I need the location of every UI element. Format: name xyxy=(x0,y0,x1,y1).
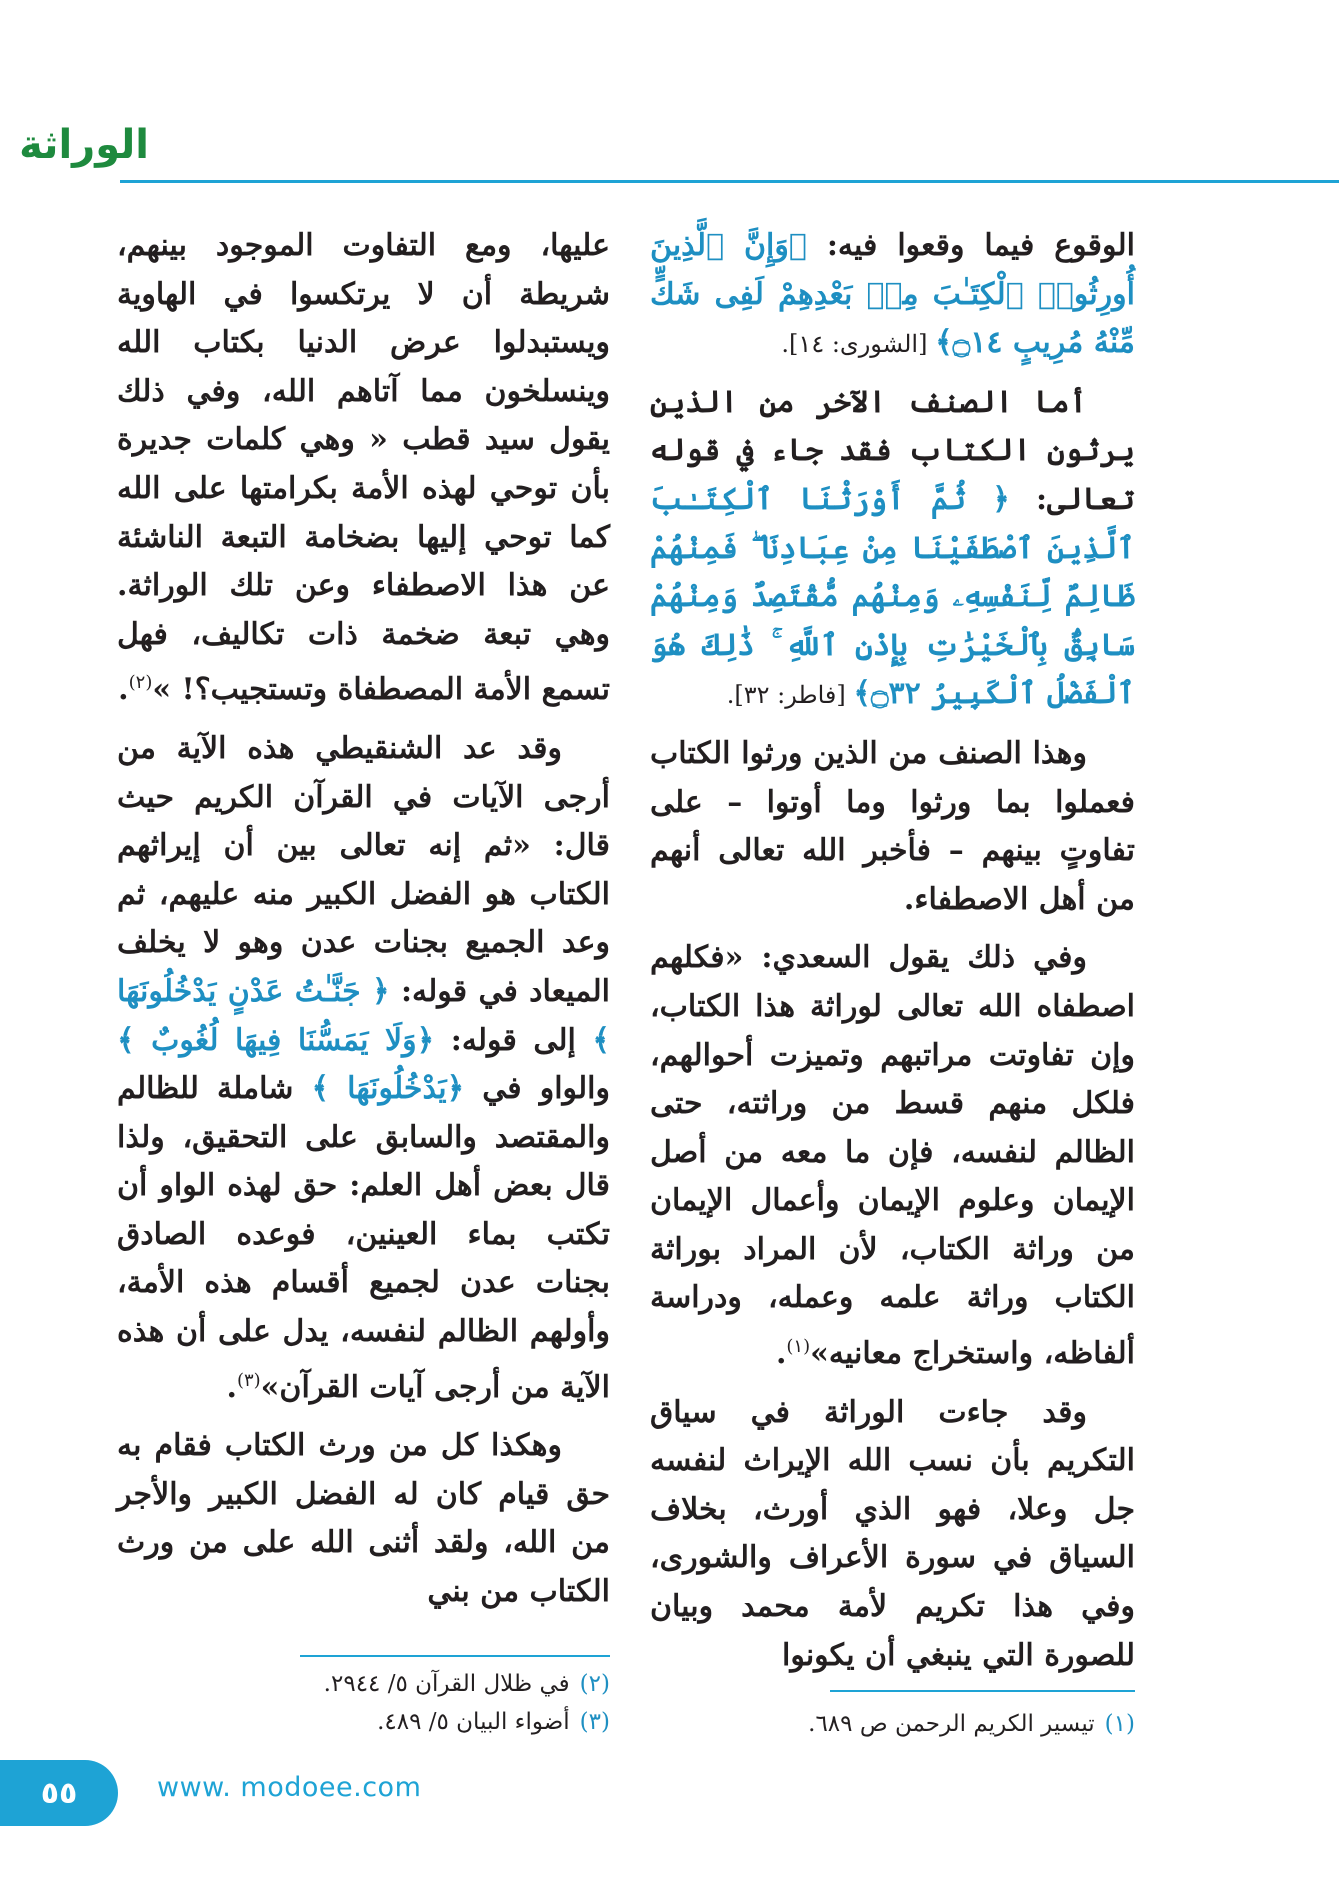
quran-verse: ﴿وَلَا يَمَسُّنَا فِيهَا لُغُوبٌ ﴾ xyxy=(117,1022,435,1058)
paragraph: وهذا الصنف من الذين ورثوا الكتاب فعملوا بما ورثوا وما أوتوا – على تفاوتٍ بينهم – فأخبر الله تعالى أنهم من أهل الاصطفاء. xyxy=(650,735,1135,917)
quran-verse: ﴿ جَنَّـٰتُ عَدْنٍ يَدْخُلُونَهَا ﴾ xyxy=(117,973,610,1058)
text-run: الوقوع فيما وقعوا فيه: xyxy=(806,228,1135,263)
text-run: شاملة للظالم والمقتصد والسابق على التحقيق، ولذا قال بعض أهل العلم: حق لهذه الواو أن تكتب بماء العينين، فوعده الصادق بجنات عدن لجميع أقسام هذه الأمة، وأولهم الظالم لنفسه، يدل على أن هذه الآية من أرجى آيات القرآن» xyxy=(117,1071,610,1405)
verse-reference: [فاطر: ٣٢]. xyxy=(726,681,854,710)
text-run: والواو في xyxy=(464,1071,610,1107)
text-run: وفي ذلك يقول السعدي: «فكلهم اصطفاه الله تعالى لوراثة هذا الكتاب، وإن تفاوتت مراتبهم وتميزت أحوالهم، فلكل منهم قسط من وراثته، حتى الظالم لنفسه، فإن ما معه من أصل الإيمان وعلوم الإيمان وأعمال الإيمان من وراثة الكتاب، لأن المراد بوراثة الكتاب وراثة علمه وعمله، ودراسة ألفاظه، واستخراج معانيه» xyxy=(650,940,1135,1372)
text-run: . xyxy=(118,672,129,708)
footnote-number: (١) xyxy=(1104,1711,1135,1737)
paragraph xyxy=(650,379,1135,720)
quran-verse: ﴿ ثُمَّ أَوْرَثْنَا ٱلْكِتَـٰبَ ٱلَّذِينَ ٱصْطَفَيْنَا مِنْ عِبَادِنَا ۖ فَمِنْهُمْ ظَالِمٌ لِّنَفْسِهِۦ وَمِنْهُم مُّقْتَصِدٌ وَمِنْهُمْ سَابِقٌۢ بِٱلْخَيْرَٰتِ بِإِذْنِ ٱللَّهِ ۚ ذَٰلِكَ هُوَ ٱلْفَضْلُ ٱلْكَبِيرُ ۝٣٢﴾ xyxy=(650,481,1135,712)
left-column xyxy=(117,222,610,1627)
paragraph xyxy=(650,222,1135,369)
page-number-badge xyxy=(0,1760,118,1826)
page-number: ٥٥ xyxy=(40,1775,78,1811)
paragraph xyxy=(650,934,1135,1378)
paragraph: وهكذا كل من ورث الكتاب فقام به حق قيام كان له الفضل الكبير والأجر من الله، ولقد أثنى الله على من ورث الكتاب من بني xyxy=(117,1428,610,1610)
header-rule xyxy=(120,180,1339,183)
footnote xyxy=(240,1665,610,1703)
text-run: . xyxy=(775,1336,787,1372)
footnote-text: في ظلال القرآن ٥/ ٢٩٤٤. xyxy=(323,1671,570,1697)
quran-verse: ﴿وَإِنَّ ٱلَّذِينَ أُورِثُوا۟ ٱلْكِتَـٰبَ مِنۢ بَعْدِهِمْ لَفِى شَكٍّ مِّنْهُ مُرِيبٍ ۝١٤﴾ xyxy=(650,228,1135,361)
footnote xyxy=(740,1705,1135,1743)
footnote-marker[interactable]: (١) xyxy=(786,1336,811,1358)
verse-reference: [الشورى: ١٤]. xyxy=(781,330,936,359)
quran-verse: ﴿يَدْخُلُونَهَا ﴾ xyxy=(311,1071,465,1107)
paragraph xyxy=(117,222,610,715)
text-run: عليها، ومع التفاوت الموجود بينهم، شريطة أن لا يرتكسوا في الهاوية ويستبدلوا عرض الدنيا بكتاب الله وينسلخون مما آتاهم الله، وفي ذلك يقول سيد قطب « وهي كلمات جديرة بأن توحي لهذه الأمة بكرامتها على الله كما توحي إليها بضخامة التبعة الناشئة عن هذا الاصطفاء وعن تلك الوراثة. وهي تبعة ضخمة ذات تكاليف، فهل تسمع الأمة المصطفاة وتستجيب؟! » xyxy=(117,228,610,708)
footnote-rule xyxy=(830,1690,1135,1692)
paragraph: وقد جاءت الوراثة في سياق التكريم بأن نسب الله الإيراث لنفسه جل وعلا، فهو الذي أورث، بخلاف السياق في سورة الأعراف والشورى، وفي هذا تكريم لأمة محمد وبيان للصورة التي ينبغي أن يكونوا xyxy=(650,1394,1135,1673)
right-column xyxy=(650,222,1135,1690)
text-run: وقد عد الشنقيطي هذه الآية من أرجى الآيات في القرآن الكريم حيث قال: «ثم إنه تعالى بين أن إيراثهم الكتاب هو الفضل الكبير منه عليهم، ثم وعد الجميع بجنات عدن وهو لا يخلف الميعاد في قوله: xyxy=(117,730,610,1009)
website-link[interactable]: www. modoee.com xyxy=(157,1772,422,1803)
text-run: إلى قوله: xyxy=(434,1022,593,1058)
footnote-text: تيسير الكريم الرحمن ص ٦٨٩. xyxy=(808,1711,1095,1737)
footnotes-right xyxy=(740,1705,1135,1743)
footnote-number: (٣) xyxy=(579,1709,610,1735)
footnote xyxy=(240,1703,610,1741)
footnotes-left xyxy=(240,1665,610,1741)
paragraph xyxy=(117,725,610,1412)
footnote-marker[interactable]: (٣) xyxy=(236,1369,261,1391)
footnote-rule xyxy=(300,1655,610,1657)
footnote-number: (٢) xyxy=(579,1671,610,1697)
footnote-marker[interactable]: (٢) xyxy=(128,672,153,694)
footnote-text: أضواء البيان ٥/ ٤٨٩. xyxy=(377,1709,570,1735)
text-run: . xyxy=(226,1369,237,1405)
running-header-title: الوراثة xyxy=(19,122,149,168)
text-run: أما الصنف الآخر من الذين يرثون الكتاب فقد جاء في قوله تعالى: xyxy=(650,384,1135,517)
